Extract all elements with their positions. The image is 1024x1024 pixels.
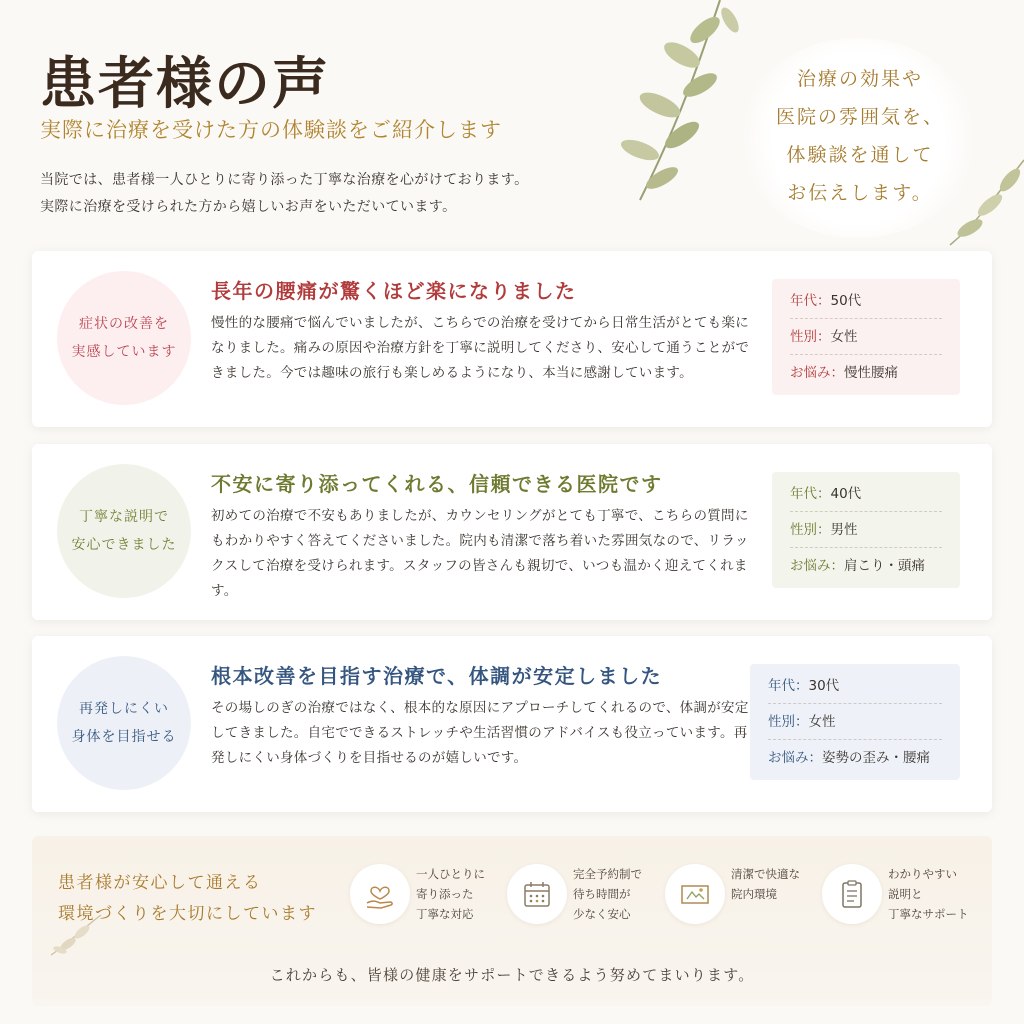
- patient-info-box: [750, 664, 960, 780]
- info-concern: お悩み：慢性腰痛: [790, 365, 898, 381]
- intro-line-1: 当院では、患者様一人ひとりに寄り添った丁寧な治療を心がけております。: [40, 172, 529, 188]
- page-subtitle: 実際に治療を受けた方の体験談をご紹介します: [40, 118, 502, 142]
- testimonial-card-2: [32, 444, 992, 620]
- testimonial-body: 初めての治療で不安もありましたが、カウンセリングがとても丁寧で、こちらの質問にもわかりやすく答えてくださいました。院内も清潔で落ち着いた雰囲気なので、リラックスして治療を受けられます。スタッフの皆さんも親切で、いつも温かく迎えてくれます。: [211, 508, 749, 599]
- calendar-icon: [507, 864, 567, 924]
- leaf-sprig-icon: [46, 910, 106, 960]
- testimonial-body: 慢性的な腰痛で悩んでいましたが、こちらでの治療を受けてから日常生活がとても楽になりました。痛みの原因や治療方針を丁寧に説明してくださり、安心して通うことができました。今では趣味の旅行も楽しめるようになり、本当に感謝しています。: [211, 315, 750, 381]
- clean-room-icon: [665, 864, 725, 924]
- intro-line-2: 実際に治療を受けられた方から嬉しいお声をいただいています。: [40, 199, 457, 215]
- testimonial-title: 長年の腰痛が驚くほど楽になりました: [211, 279, 577, 303]
- testimonial-badge: 症状の改善を 実感しています: [57, 271, 191, 405]
- testimonial-card-3: [32, 636, 992, 812]
- closing-message: これからも、皆様の健康をサポートできるよう努めてまいります。: [269, 966, 755, 984]
- leaf-branch-decoration: [600, 0, 750, 210]
- testimonial-badge: 丁寧な説明で 安心できました: [57, 464, 191, 598]
- environment-heading: 患者様が安心して通える 環境づくりを大切にしています: [58, 873, 317, 924]
- info-gender: 性別：女性: [790, 319, 942, 355]
- testimonial-title: 不安に寄り添ってくれる、信頼できる医院です: [211, 472, 663, 496]
- feature-text: 清潔で快適な 院内環境: [731, 867, 800, 901]
- patient-info-box: [772, 279, 960, 395]
- patient-info-box: [772, 472, 960, 588]
- header-quote: 治療の効果や 医院の雰囲気を、 体験談を通して お伝えします。: [775, 68, 944, 204]
- testimonial-card-1: [32, 251, 992, 427]
- environment-panel: [32, 836, 992, 1006]
- testimonial-body: その場しのぎの治療ではなく、根本的な原因にアプローチしてくれるので、体調が安定してきました。自宅でできるストレッチや生活習慣のアドバイスも役立っています。再発しにくい身体づくりを目指せるのが嬉しいです。: [211, 700, 749, 766]
- info-concern: お悩み：姿勢の歪み・腰痛: [768, 750, 930, 766]
- intro-text: [40, 167, 528, 221]
- testimonial-title: 根本改善を目指す治療で、体調が安定しました: [211, 664, 663, 688]
- info-concern: お悩み：肩こり・頭痛: [790, 558, 925, 574]
- heart-hand-icon: [350, 864, 410, 924]
- feature-text: わかりやすい 説明と 丁寧なサポート: [888, 867, 969, 921]
- info-age: 年代：50代: [790, 283, 942, 319]
- info-gender: 性別：男性: [790, 512, 942, 548]
- info-age: 年代：30代: [768, 668, 942, 704]
- feature-text: 一人ひとりに 寄り添った 丁寧な対応: [416, 867, 485, 921]
- info-age: 年代：40代: [790, 476, 942, 512]
- page-title: 患者様の声: [40, 51, 330, 117]
- clipboard-icon: [822, 864, 882, 924]
- feature-text: 完全予約制で 待ち時間が 少なく安心: [573, 867, 642, 921]
- info-gender: 性別：女性: [768, 704, 942, 740]
- testimonial-badge: 再発しにくい 身体を目指せる: [57, 656, 191, 790]
